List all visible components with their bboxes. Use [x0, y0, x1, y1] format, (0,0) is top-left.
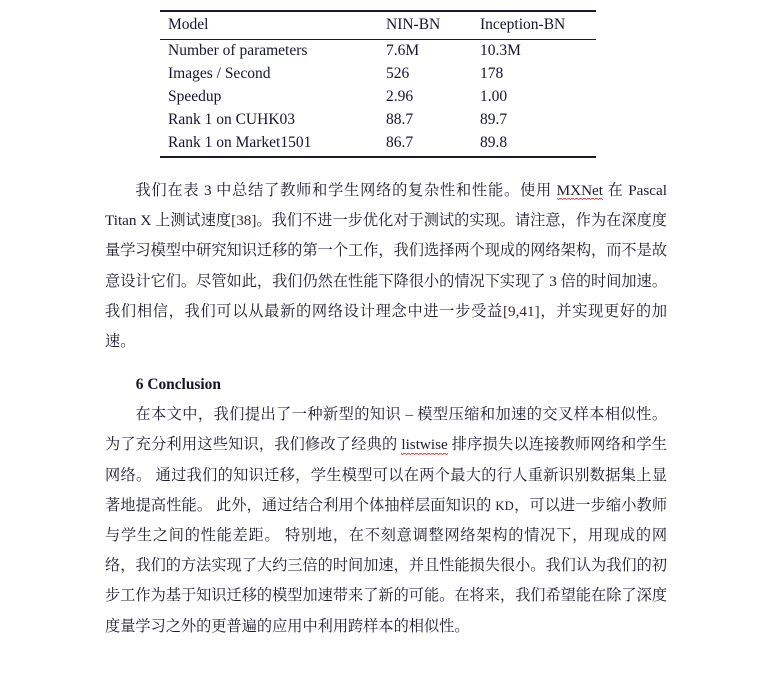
table-row: [160, 86, 596, 109]
table-row: [160, 40, 596, 63]
cell-nin-bn: 526: [386, 65, 410, 83]
cell-nin-bn: 86.7: [386, 133, 414, 151]
table-footer: [160, 157, 596, 158]
row-label: Speedup: [168, 87, 222, 105]
model-complexity-table-container: [160, 10, 596, 158]
cell-nin-bn: 7.6M: [386, 42, 420, 60]
row-label: Number of parameters: [168, 42, 308, 60]
cell-nin-bn: 88.7: [386, 110, 414, 128]
cell-inception-bn: 10.3M: [480, 42, 521, 60]
column-header-nin-bn: NIN-BN: [386, 12, 480, 40]
cell-inception-bn: 89.7: [480, 110, 508, 128]
paragraph-complexity-summary: [105, 176, 667, 357]
table-row: [160, 131, 596, 157]
paragraph-text-segment: ，并实现更好的加速。: [105, 302, 668, 351]
table-header: [160, 11, 596, 40]
section-heading-conclusion: 6 Conclusion: [135, 376, 221, 394]
paragraph-text-segment: 在本文中，我们提出了一种新型的知识 – 模型压缩和加速的交叉样本相似性。 为了充分利用这些知识，我们修改了经典的: [105, 406, 667, 454]
table-row: [160, 108, 596, 131]
table-header-row: [160, 12, 596, 40]
paragraph-text-segment: 排序损失以连接教师网络和学生网络。 通过我们的知识迁移，学生模型可以在两个最大的行人重新识别数据集上显著地提高性能。 此外，通过结合利用个体抽样层面知识的: [105, 436, 668, 514]
term-kd: KD: [495, 498, 514, 513]
paragraph-conclusion: [105, 400, 667, 642]
cell-inception-bn: 178: [480, 65, 504, 83]
column-header-model: Model: [160, 12, 386, 40]
cell-inception-bn: 1.00: [480, 87, 508, 105]
paragraph-text-segment: ，可以进一步缩小教师与学生之间的性能差距。 特别地，在不刻意调整网络架构的情况下，用现成的网络，我们的方法实现了大约三倍的时间加速，并且性能损失很小。我们认为我们的初步工作为基于知识迁移的模型加速带来了新的可能。在将来，我们希望能在除了深度度量学习之外的更普遍的应用中利用跨样本的相似性。: [105, 496, 668, 635]
paragraph-text-segment: 在 Pascal Titan X 上测试速度: [105, 182, 667, 230]
row-label: Rank 1 on CUHK03: [168, 110, 296, 128]
citation-38[interactable]: [38]: [231, 212, 257, 230]
cell-nin-bn: 2.96: [386, 87, 414, 105]
citation-9-41[interactable]: [9,41]: [502, 302, 540, 320]
cell-inception-bn: 89.8: [480, 133, 508, 151]
model-complexity-table: [160, 10, 596, 158]
column-header-inception-bn: Inception-BN: [480, 12, 596, 40]
table-body: [160, 40, 596, 157]
body-column: [105, 176, 667, 642]
paragraph-text-segment: 。我们不进一步优化对于测试的实现。请注意，作为在深度度量学习模型中研究知识迁移的第一个工作，我们选择两个现成的网络架构，而不是故意设计它们。尽管如此，我们仍然在性能下降很小的情况下实现了 3 倍的时间加速。我们相信，我们可以从最新的网络设计理念中进一步受益: [105, 212, 667, 320]
table-bottom-rule: [160, 157, 596, 158]
term-mxnet: MXNet: [556, 182, 603, 199]
paragraph-text-segment: 我们在表 3 中总结了教师和学生网络的复杂性和性能。使用: [135, 182, 557, 199]
term-listwise: listwise: [401, 436, 448, 454]
row-label: Rank 1 on Market1501: [168, 133, 312, 151]
row-label: Images / Second: [168, 65, 271, 83]
table-row: [160, 63, 596, 86]
